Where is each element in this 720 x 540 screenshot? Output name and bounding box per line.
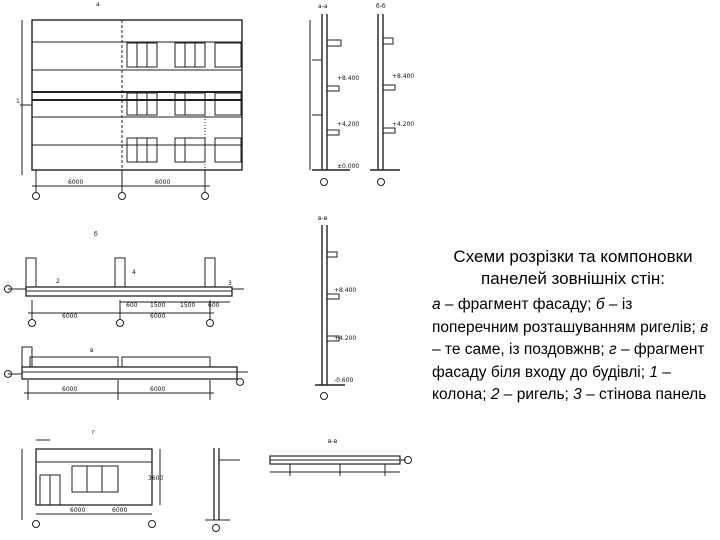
level-3: ±0.000 — [337, 163, 360, 170]
marker-2: 2 — [56, 278, 60, 285]
level-8: -0.600 — [334, 377, 354, 384]
section-a-a — [310, 14, 350, 186]
figure-caption — [432, 246, 714, 407]
section-label-1: а-а — [318, 3, 328, 10]
facade-entrance-g — [22, 440, 160, 528]
caption-body — [432, 294, 714, 407]
dim-b-small-2: 1500 — [150, 302, 166, 309]
dim-b-2: 6000 — [150, 313, 166, 320]
caption-title: Схеми розрізки та компоновки панелей зовнішніх стін: — [453, 247, 693, 288]
caption-key-2: 2 — [490, 386, 500, 404]
level-7: +4.200 — [334, 335, 357, 342]
label-fig-b: б — [94, 231, 98, 238]
plan-b — [5, 258, 245, 327]
dim-v-1: 6000 — [62, 386, 78, 393]
dim-a-left: 6000 — [68, 179, 84, 186]
section-small — [205, 448, 240, 532]
caption-key-b: б — [595, 296, 605, 313]
level-2: +4.200 — [337, 121, 360, 128]
caption-text-2: – ригель; — [499, 386, 574, 404]
marker-1: 1 — [16, 98, 20, 105]
section-label-2: б-б — [376, 3, 386, 10]
dim-b-small-4: 600 — [208, 302, 220, 309]
marker-3: 3 — [228, 280, 232, 287]
section-label-4: в-в — [328, 438, 338, 445]
dim-g-2: 6000 — [112, 507, 128, 514]
label-fig-g: г — [92, 429, 96, 436]
dim-b-small-3: 1500 — [180, 302, 196, 309]
caption-text-g: – фрагмент фасаду біля входу до будівлі; — [432, 341, 705, 381]
section-v-v — [315, 225, 345, 400]
plan-v — [5, 347, 249, 400]
dim-v-2: 6000 — [150, 386, 166, 393]
plan-strip — [270, 456, 412, 476]
level-1: +8.400 — [337, 75, 360, 82]
dim-g-height: 3600 — [148, 475, 164, 482]
level-6: +8.400 — [334, 287, 357, 294]
facade-fragment-a — [20, 20, 242, 200]
level-4: +8.400 — [392, 73, 415, 80]
label-fig-v: в — [90, 347, 94, 354]
caption-text-b: – із поперечним розташуванням ригелів; — [432, 296, 701, 336]
section-b-b — [370, 14, 400, 186]
dim-g-1: 6000 — [70, 507, 86, 514]
caption-key-g: г — [609, 341, 617, 359]
caption-text-a: – фрагмент фасаду; — [440, 296, 596, 313]
caption-key-a: а — [432, 296, 441, 313]
marker-4: 4 — [132, 269, 136, 276]
dim-b-1: 6000 — [62, 313, 78, 320]
caption-key-v: в — [700, 318, 709, 336]
dim-a-right: 6000 — [155, 179, 171, 186]
caption-key-3: 3 — [573, 386, 582, 404]
caption-text-1: – колона; — [432, 363, 671, 404]
label-fig-a: а — [96, 1, 100, 8]
caption-key-1: 1 — [649, 363, 658, 381]
level-5: +4.200 — [392, 121, 415, 128]
caption-text-v: – те саме, із поздовжнв; — [432, 341, 610, 359]
dim-b-small-1: 600 — [126, 302, 138, 309]
section-label-3: в-в — [318, 215, 328, 222]
caption-text-3: – стінова панель — [581, 386, 707, 404]
